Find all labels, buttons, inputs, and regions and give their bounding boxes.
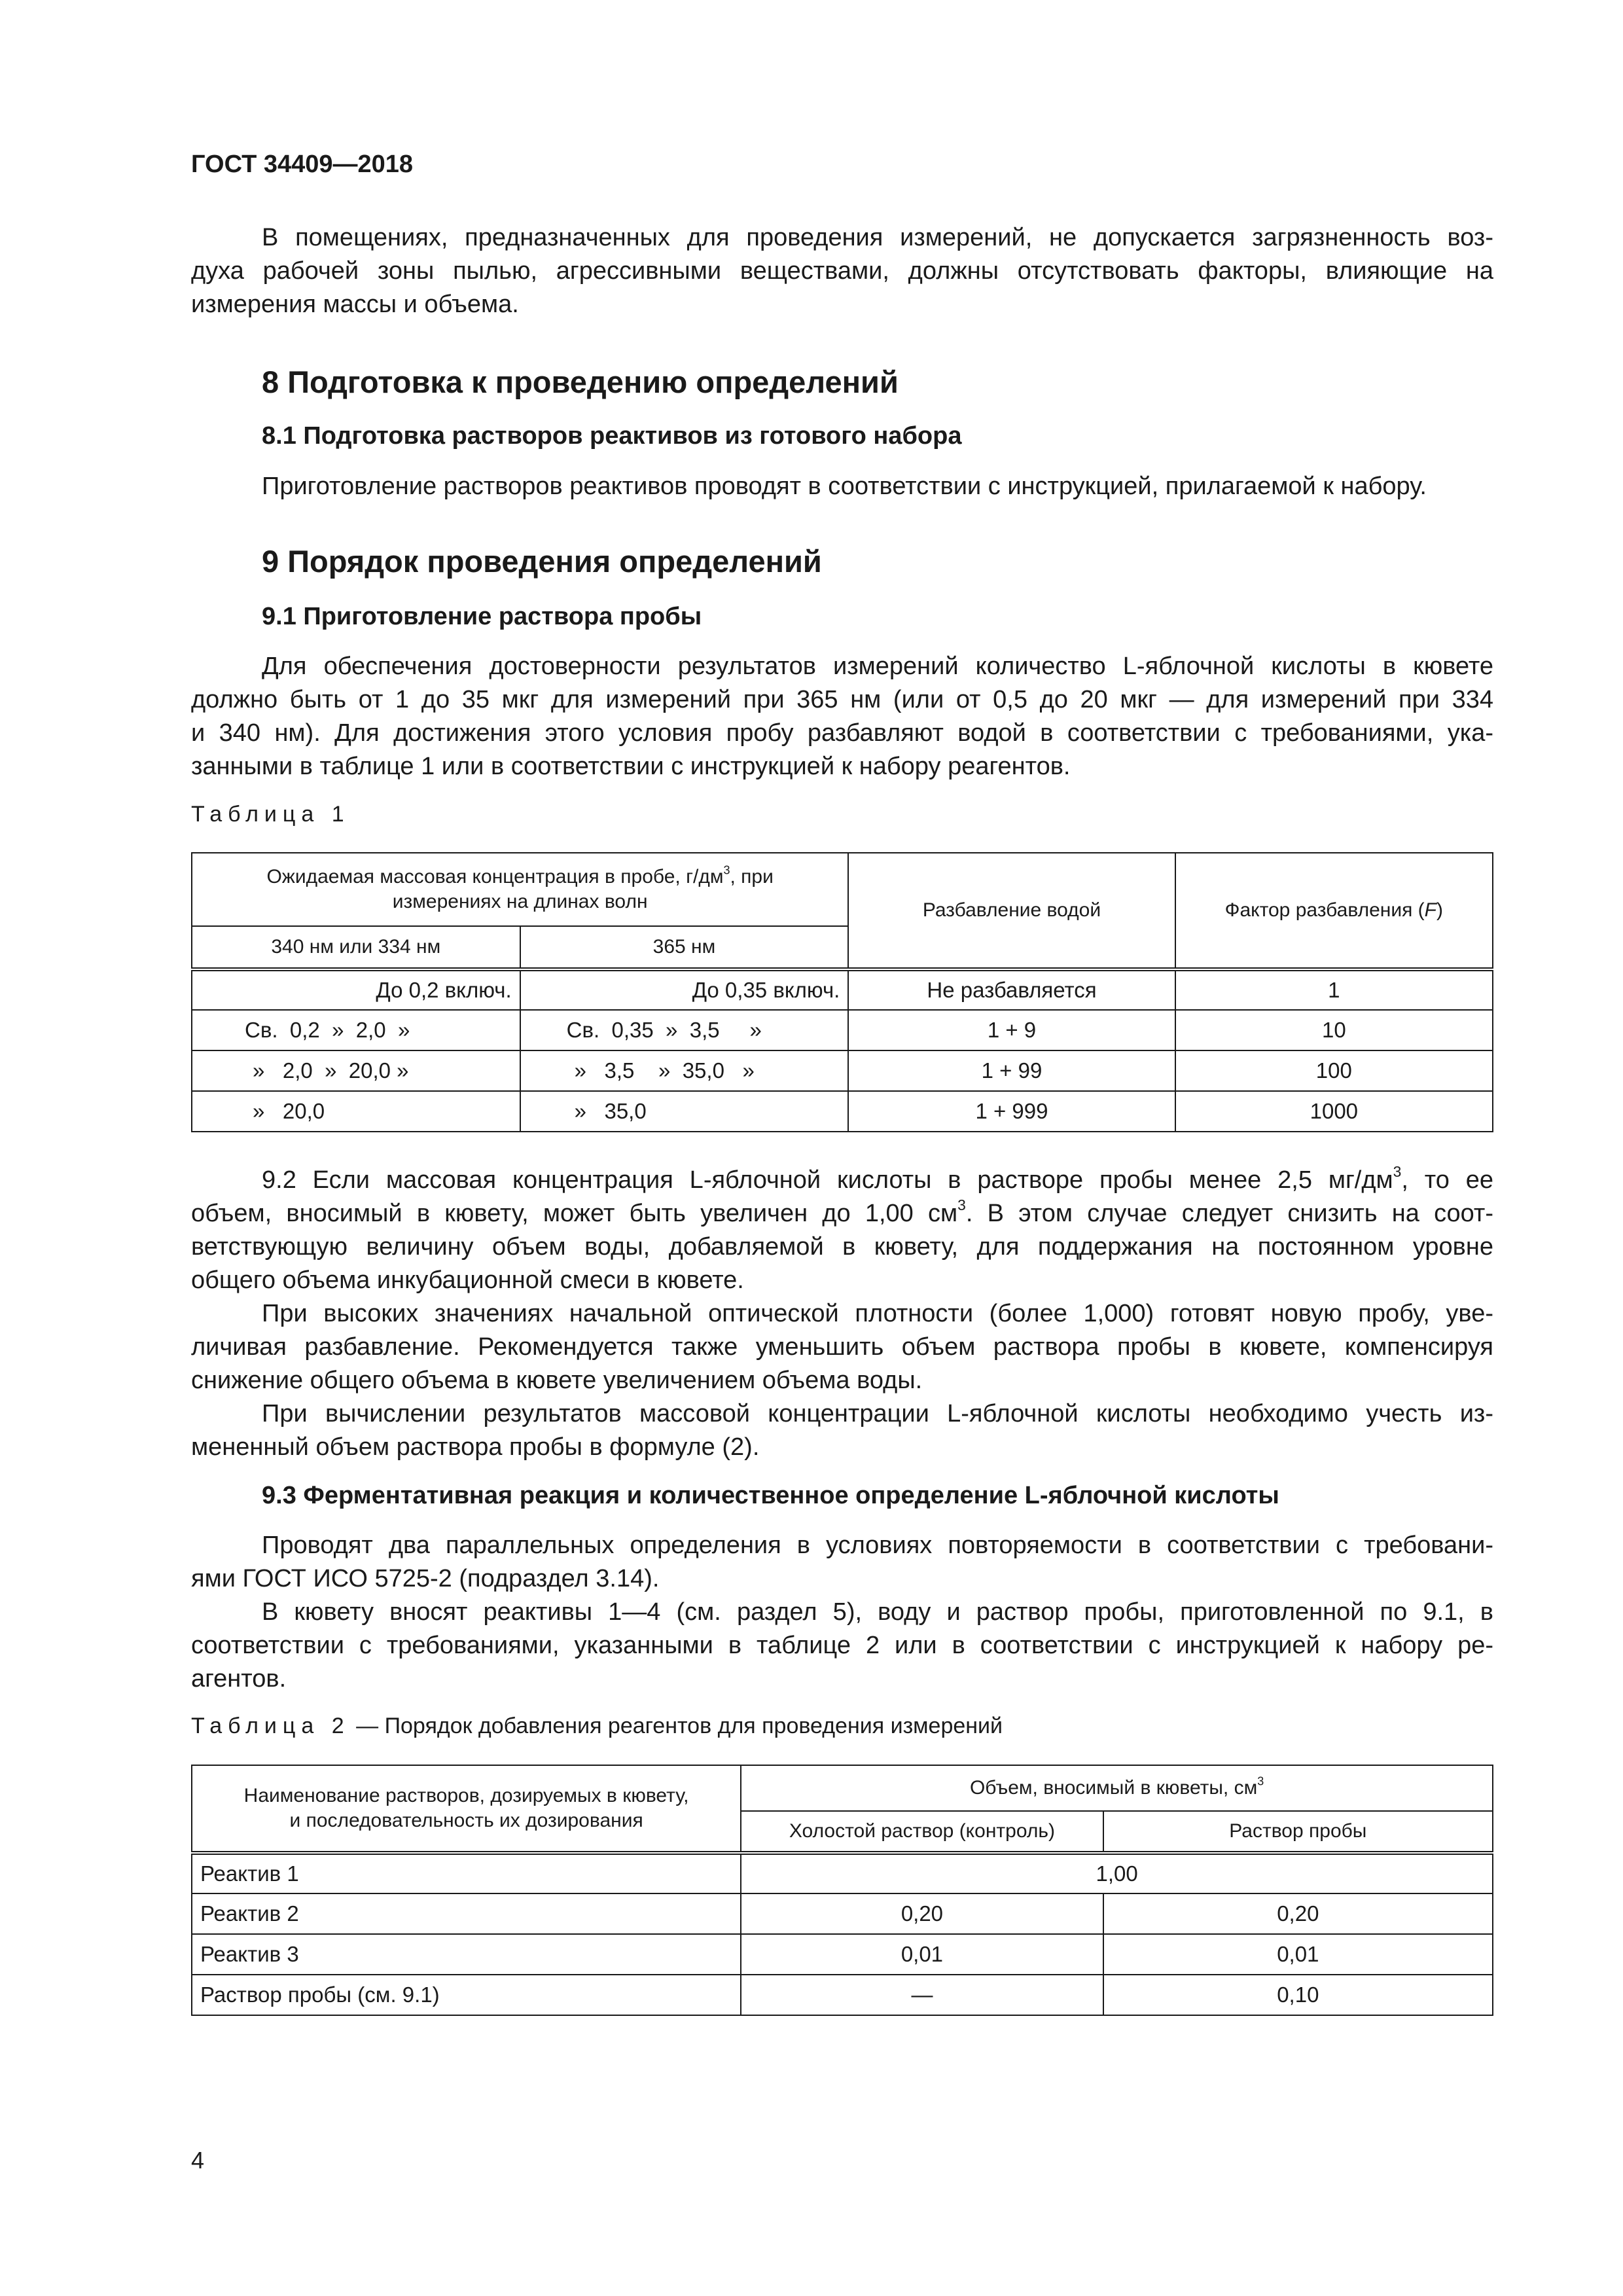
table-row xyxy=(192,969,1493,1010)
table-header-row xyxy=(192,853,1493,926)
section-8-1-text: Приготовление растворов реактивов проводят в соответствии с инструкцией, прилагаемой к набору. xyxy=(262,473,1427,500)
table-1-caption: Таблица 1 xyxy=(191,802,350,827)
table-header-cell: Раствор пробы xyxy=(1103,1811,1493,1853)
text-line: и 340 нм). Для достижения этого условия пробу разбавляют водой в соответствии с требованиями, ука- xyxy=(191,719,1493,747)
text-line: соответствии с требованиями, указанными в таблице 2 или в соответствии с инструкцией к набору ре- xyxy=(191,1632,1493,1659)
section-9-title: 9 Порядок проведения определений xyxy=(262,544,822,579)
table-cell: 0,20 xyxy=(1103,1893,1493,1934)
section-9-3-paragraph xyxy=(191,1529,1493,1696)
table-cell: » 2,0 » 20,0 » xyxy=(192,1050,520,1091)
table-cell: 1000 xyxy=(1175,1091,1493,1132)
table-header-cell: 365 нм xyxy=(520,926,849,969)
table-row xyxy=(192,1853,1493,1893)
table-header-cell: Объем, вносимый в кюветы, $см^3$ xyxy=(741,1765,1493,1811)
section-9-3-title: 9.3 Ферментативная реакция и количественное определение L-яблочной кислоты xyxy=(262,1482,1279,1509)
text-line: должно быть от 1 до 35 мкг для измерений при 365 нм (или от 0,5 до 20 мкг — для измерений при 334 xyxy=(191,686,1493,713)
table-header-cell: 340 нм или 334 нм xyxy=(192,926,520,969)
table-cell: 0,10 xyxy=(1103,1975,1493,2015)
table-cell: До 0,35 включ. xyxy=(520,969,849,1010)
table-cell: Св. 0,35 » 3,5 » xyxy=(520,1010,849,1050)
table-cell: Реактив 2 xyxy=(192,1893,741,1934)
text-line: При вычислении результатов массовой концентрации L-яблочной кислоты необходимо учесть из- xyxy=(262,1400,1493,1427)
text-line: 9.2 Если массовая концентрация L-яблочной кислоты в растворе пробы менее 2,5 $мг/дм^3$, то ее xyxy=(262,1162,1493,1194)
text-line: объем, вносимый в кювету, может быть увеличен до 1,00 $см^3$. В этом случае следует снизить на соот- xyxy=(191,1196,1493,1227)
table-cell: 0,01 xyxy=(741,1934,1103,1975)
table-header-cell: Наименование растворов, дозируемых в кювету, и последовательность их дозирования xyxy=(192,1765,741,1853)
text-line: занными в таблице 1 или в соответствии с инструкцией к набору реагентов. xyxy=(191,753,1071,780)
text-line: В помещениях, предназначенных для проведения измерений, не допускается загрязненность воз- xyxy=(262,224,1493,251)
table-cell: 1 xyxy=(1175,969,1493,1010)
table-row xyxy=(192,1010,1493,1050)
table-header-cell: Ожидаемая массовая концентрация в пробе, $г/дм^3$, при измерениях на длинах волн xyxy=(192,853,848,926)
text-line: личивая разбавление. Рекомендуется также уменьшить объем раствора пробы в кювете, компенсируя xyxy=(191,1333,1493,1361)
table-cell: » 35,0 xyxy=(520,1091,849,1132)
table-header-cell: Холостой раствор (контроль) xyxy=(741,1811,1103,1853)
doc-code: ГОСТ 34409—2018 xyxy=(191,151,414,178)
table-cell: » 3,5 » 35,0 » xyxy=(520,1050,849,1091)
table-cell: 1,00 xyxy=(741,1853,1493,1893)
section-9-2-paragraph xyxy=(191,1164,1493,1464)
table-cell: Раствор пробы (см. 9.1) xyxy=(192,1975,741,2015)
table-header-cell: Фактор разбавления (F) xyxy=(1175,853,1493,969)
table-cell: 100 xyxy=(1175,1050,1493,1091)
text-line: измерения массы и объема. xyxy=(191,291,519,318)
intro-paragraph xyxy=(191,221,1493,321)
table-header-cell: Разбавление водой xyxy=(848,853,1175,969)
table-header-row xyxy=(192,1765,1493,1811)
table-cell: — xyxy=(741,1975,1103,2015)
table-2-caption: Таблица 2 — Порядок добавления реагентов для проведения измерений xyxy=(191,1713,1003,1738)
text-line: духа рабочей зоны пылью, агрессивными веществами, должны отсутствовать факторы, влияющие на xyxy=(191,257,1493,285)
text-line: При высоких значениях начальной оптической плотности (более 1,000) готовят новую пробу, уве- xyxy=(262,1300,1493,1327)
table-cell: 1 + 999 xyxy=(848,1091,1175,1132)
text-line: Для обеспечения достоверности результатов измерений количество L-яблочной кислоты в кювете xyxy=(262,653,1493,680)
table-row xyxy=(192,1893,1493,1934)
section-9-1-title: 9.1 Приготовление раствора пробы xyxy=(262,603,702,630)
table-cell: Реактив 3 xyxy=(192,1934,741,1975)
table-row xyxy=(192,1050,1493,1091)
section-8-1-title: 8.1 Подготовка растворов реактивов из готового набора xyxy=(262,422,962,450)
section-9-1-paragraph xyxy=(191,650,1493,783)
table-cell: 1 + 99 xyxy=(848,1050,1175,1091)
table-cell: 0,01 xyxy=(1103,1934,1493,1975)
text-line: снижение общего объема в кювете увеличением объема воды. xyxy=(191,1367,923,1394)
table-cell: 10 xyxy=(1175,1010,1493,1050)
table-cell: 0,20 xyxy=(741,1893,1103,1934)
table-row xyxy=(192,1975,1493,2015)
table-cell: До 0,2 включ. xyxy=(192,969,520,1010)
table-cell: Реактив 1 xyxy=(192,1853,741,1893)
table-row xyxy=(192,1934,1493,1975)
text-line: Проводят два параллельных определения в условиях повторяемости в соответствии с требовани- xyxy=(262,1532,1493,1559)
text-line: мененный объем раствора пробы в формуле (2). xyxy=(191,1433,760,1461)
table-2 xyxy=(191,1765,1493,2016)
text-line: ветствующую величину объем воды, добавляемой в кювету, для поддержания на постоянном уровне xyxy=(191,1233,1493,1261)
text-line: ями ГОСТ ИСО 5725-2 (подраздел 3.14). xyxy=(191,1565,660,1592)
section-8-title: 8 Подготовка к проведению определений xyxy=(262,365,899,399)
text-line: общего объема инкубационной смеси в кювете. xyxy=(191,1266,744,1294)
page-number: 4 xyxy=(191,2147,205,2174)
table-row xyxy=(192,1091,1493,1132)
table-1 xyxy=(191,852,1493,1132)
table-cell: 1 + 9 xyxy=(848,1010,1175,1050)
table-cell: » 20,0 xyxy=(192,1091,520,1132)
text-line: агентов. xyxy=(191,1665,287,1693)
text-line: В кювету вносят реактивы 1—4 (см. раздел 5), воду и раствор пробы, приготовленной по 9.1, в xyxy=(262,1598,1493,1626)
table-cell: Св. 0,2 » 2,0 » xyxy=(192,1010,520,1050)
table-cell: Не разбавляется xyxy=(848,969,1175,1010)
